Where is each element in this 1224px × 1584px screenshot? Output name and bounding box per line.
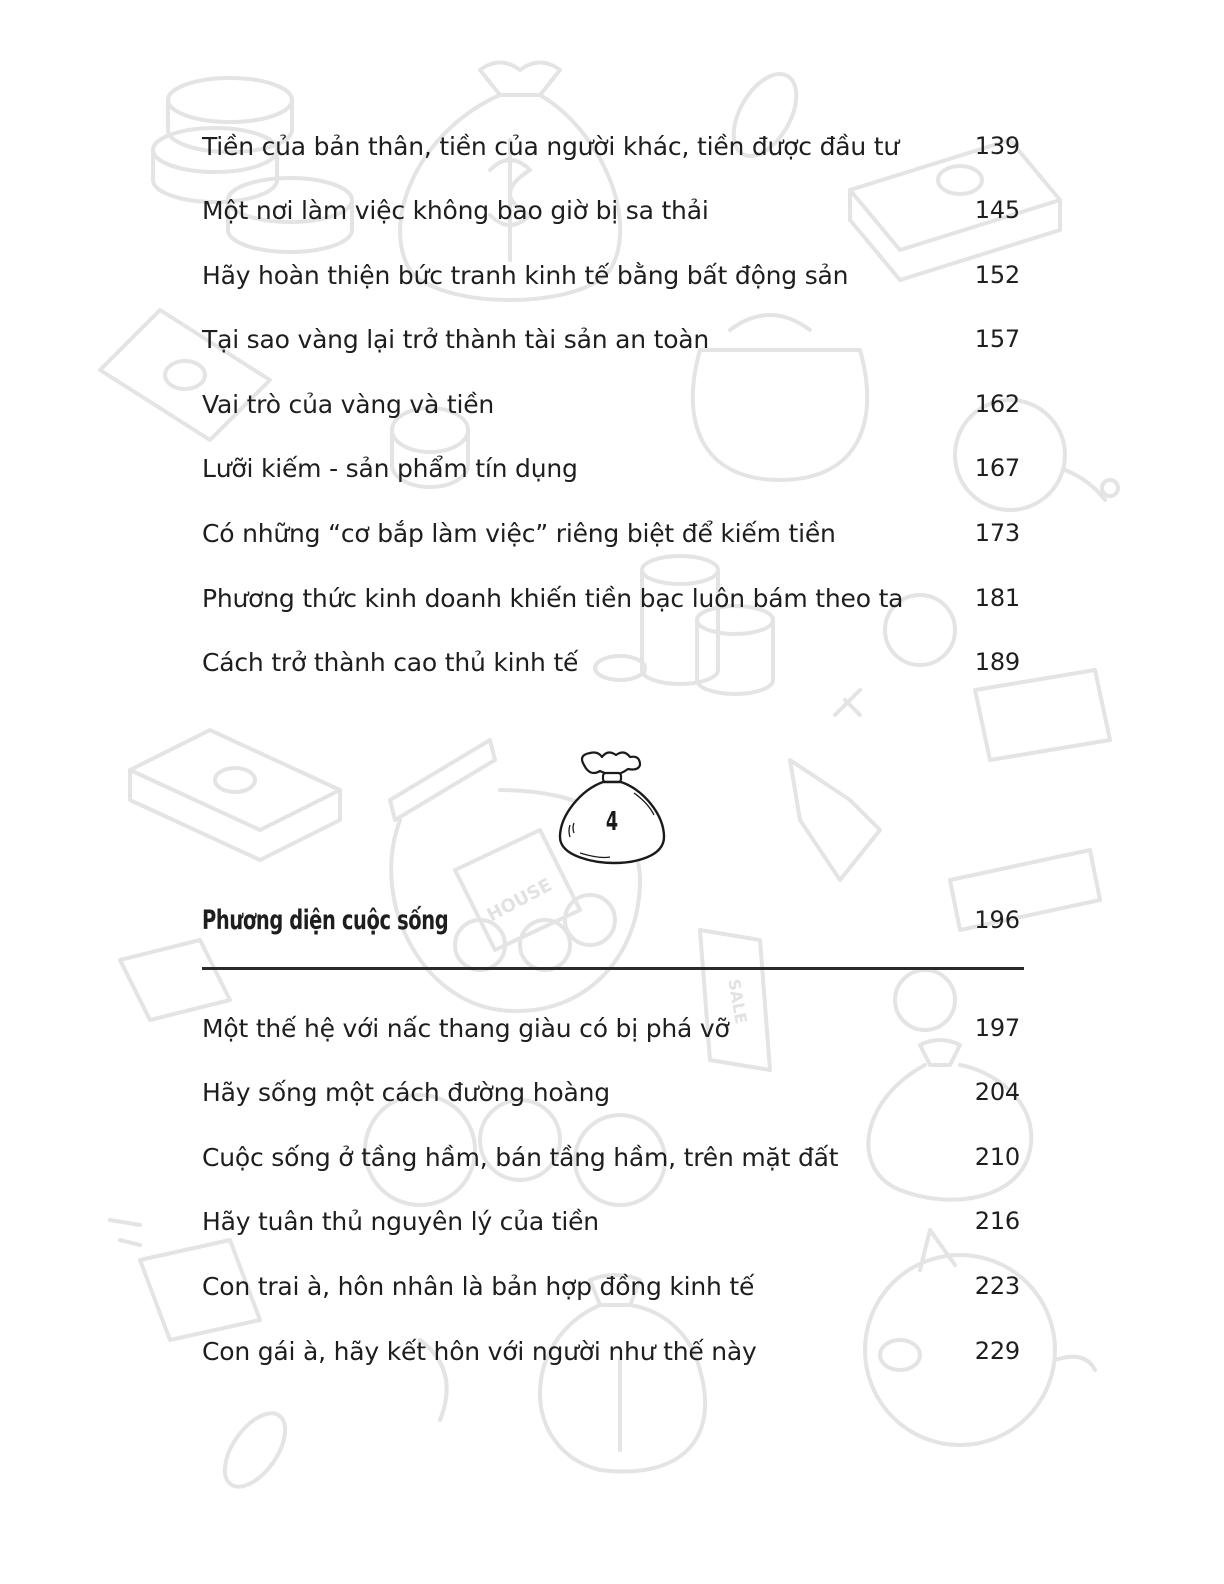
toc-entry[interactable] xyxy=(202,190,1020,230)
toc-entry-page: 197 xyxy=(974,1014,1020,1042)
toc-entry[interactable] xyxy=(202,578,1020,618)
chapter-heading[interactable] xyxy=(202,898,1020,942)
toc-entry[interactable] xyxy=(202,513,1020,553)
toc-entry[interactable] xyxy=(202,1008,1020,1048)
toc-entry-title: Cách trở thành cao thủ kinh tế xyxy=(202,647,579,677)
toc-entry-page: 152 xyxy=(974,261,1020,289)
toc-entry-page: 216 xyxy=(974,1207,1020,1235)
divider xyxy=(202,967,1024,970)
toc-entry-title: Một thế hệ với nấc thang giàu có bị phá vỡ xyxy=(202,1013,730,1043)
toc-entry[interactable] xyxy=(202,384,1020,424)
money-bag-icon xyxy=(556,745,668,867)
toc-entry-title: Hãy tuân thủ nguyên lý của tiền xyxy=(202,1206,599,1236)
toc-entry-title: Cuộc sống ở tầng hầm, bán tầng hầm, trên mặt đất xyxy=(202,1142,839,1172)
toc-entry[interactable] xyxy=(202,126,1020,166)
toc-entry-page: 139 xyxy=(974,132,1020,160)
toc-entry-page: 204 xyxy=(974,1078,1020,1106)
toc-entry-title: Tiền của bản thân, tiền của người khác, tiền được đầu tư xyxy=(202,131,900,161)
toc-entry-page: 229 xyxy=(974,1337,1020,1365)
toc-entry-page: 173 xyxy=(974,519,1020,547)
toc-entry-title: Hãy hoàn thiện bức tranh kinh tế bằng bất động sản xyxy=(202,260,849,290)
svg-text:HOUSE: HOUSE xyxy=(483,874,556,927)
toc-entry-page: 223 xyxy=(974,1272,1020,1300)
toc-entry-title: Có những “cơ bắp làm việc” riêng biệt để kiếm tiền xyxy=(202,518,836,548)
toc-entry-title: Một nơi làm việc không bao giờ bị sa thải xyxy=(202,195,709,225)
toc-entry-title: Phương thức kinh doanh khiến tiền bạc luôn bám theo ta xyxy=(202,583,904,613)
toc-entry-title: Lưỡi kiếm - sản phẩm tín dụng xyxy=(202,453,578,483)
toc-entry[interactable] xyxy=(202,319,1020,359)
toc-entry-title: Tại sao vàng lại trở thành tài sản an toàn xyxy=(202,324,710,354)
toc-entry[interactable] xyxy=(202,642,1020,682)
toc-entry-title: Hãy sống một cách đường hoàng xyxy=(202,1077,610,1107)
toc-entry[interactable] xyxy=(202,1072,1020,1112)
chapter-number-badge xyxy=(556,745,668,867)
toc-entry-page: 189 xyxy=(974,648,1020,676)
chapter-title: Phương diện cuộc sống xyxy=(202,904,449,936)
toc-entry[interactable] xyxy=(202,1331,1020,1371)
svg-text:SALE: SALE xyxy=(724,977,751,1026)
toc-entry[interactable] xyxy=(202,255,1020,295)
toc-entry[interactable] xyxy=(202,1201,1020,1241)
chapter-number: 4 xyxy=(605,807,619,837)
toc-entry[interactable] xyxy=(202,1137,1020,1177)
toc-entry-title: Vai trò của vàng và tiền xyxy=(202,389,495,419)
toc-entry-page: 181 xyxy=(974,584,1020,612)
toc-entry[interactable] xyxy=(202,1266,1020,1306)
toc-entry-page: 167 xyxy=(974,454,1020,482)
toc-entry-page: 210 xyxy=(974,1143,1020,1171)
toc-entry[interactable] xyxy=(202,448,1020,488)
toc-entry-title: Con trai à, hôn nhân là bản hợp đồng kinh tế xyxy=(202,1271,755,1301)
toc-entry-page: 145 xyxy=(974,196,1020,224)
toc-entry-title: Con gái à, hãy kết hôn với người như thế này xyxy=(202,1336,757,1366)
toc-entry-page: 157 xyxy=(974,325,1020,353)
chapter-page: 196 xyxy=(974,906,1020,934)
toc-entry-page: 162 xyxy=(974,390,1020,418)
